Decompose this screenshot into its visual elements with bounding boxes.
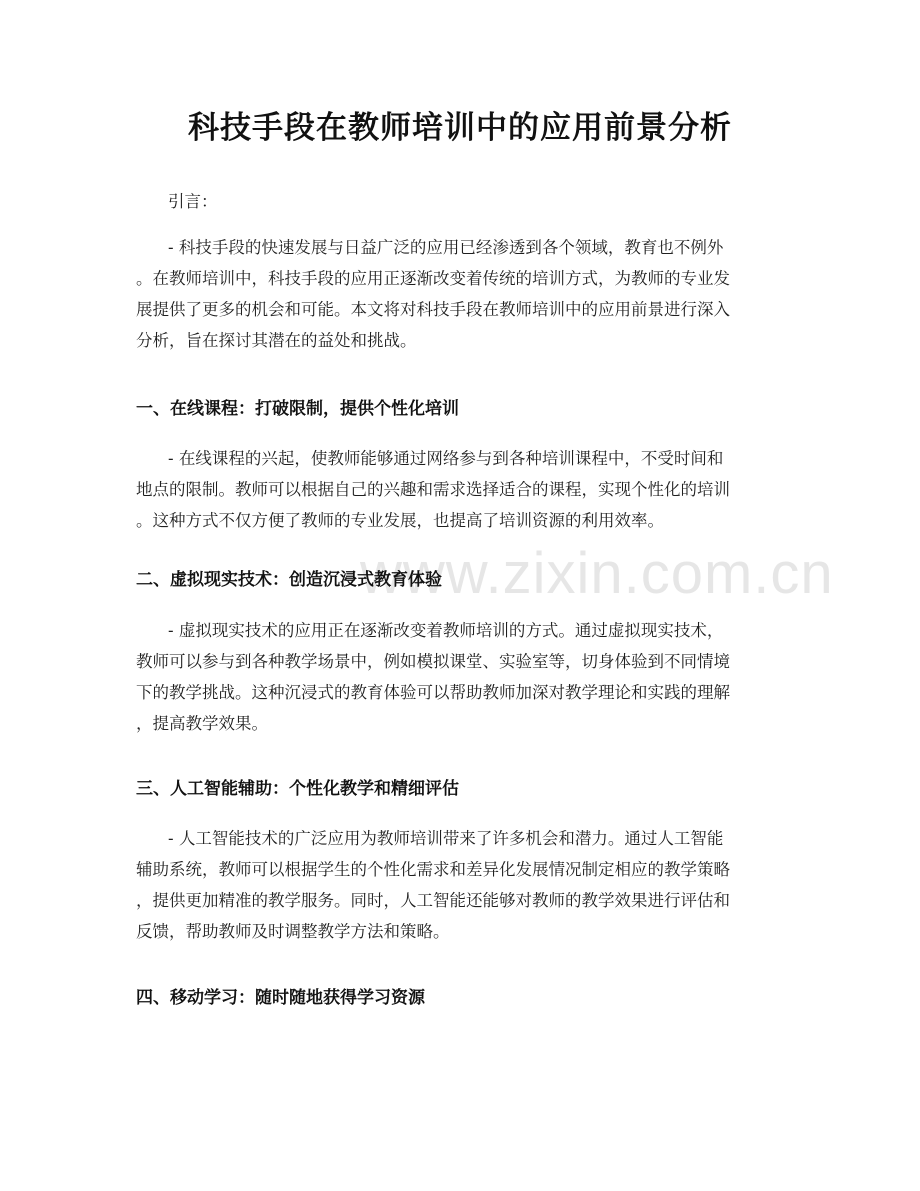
section-heading-2: 二、虚拟现实技术：创造沉浸式教育体验 xyxy=(136,570,442,590)
intro-label: 引言： xyxy=(168,192,218,211)
paragraph-line: ，提供更加精准的教学服务。同时，人工智能还能够对教师的教学效果进行评估和 xyxy=(136,891,730,910)
paragraph-line: - 人工智能技术的广泛应用为教师培训带来了许多机会和潜力。通过人工智能 xyxy=(168,829,724,848)
paragraph-line: 。在教师培训中，科技手段的应用正逐渐改变着传统的培训方式，为教师的专业发 xyxy=(136,269,730,288)
section-heading-4: 四、移动学习：随时随地获得学习资源 xyxy=(136,988,425,1008)
paragraph-line: 分析，旨在探讨其潜在的益处和挑战。 xyxy=(136,331,417,350)
paragraph-line: 教师可以参与到各种教学场景中，例如模拟课堂、实验室等，切身体验到不同情境 xyxy=(136,652,730,671)
page-title: 科技手段在教师培训中的应用前景分析 xyxy=(188,110,732,146)
paragraph-line: 反馈，帮助教师及时调整教学方法和策略。 xyxy=(136,922,450,941)
paragraph-line: 展提供了更多的机会和可能。本文将对科技手段在教师培训中的应用前景进行深入 xyxy=(136,300,730,319)
paragraph-line: - 虚拟现实技术的应用正在逐渐改变着教师培训的方式。通过虚拟现实技术， xyxy=(168,621,724,640)
section-3-paragraph xyxy=(136,823,786,947)
section-2-paragraph xyxy=(136,615,786,739)
section-heading-1: 一、在线课程：打破限制，提供个性化培训 xyxy=(136,399,459,419)
paragraph-line: 下的教学挑战。这种沉浸式的教育体验可以帮助教师加深对教学理论和实践的理解 xyxy=(136,683,730,702)
paragraph-line: 辅助系统，教师可以根据学生的个性化需求和差异化发展情况制定相应的教学策略 xyxy=(136,860,730,879)
section-heading-3: 三、人工智能辅助：个性化教学和精细评估 xyxy=(136,779,459,799)
paragraph-line: 地点的限制。教师可以根据自己的兴趣和需求选择适合的课程，实现个性化的培训 xyxy=(136,480,730,499)
intro-paragraph xyxy=(136,232,786,356)
paragraph-line: - 在线课程的兴起，使教师能够通过网络参与到各种培训课程中，不受时间和 xyxy=(168,449,724,468)
watermark: www.zixin.com.cn xyxy=(360,541,834,606)
section-1-paragraph xyxy=(136,443,786,536)
paragraph-line: - 科技手段的快速发展与日益广泛的应用已经渗透到各个领域，教育也不例外 xyxy=(168,238,724,257)
paragraph-line: ，提高教学效果。 xyxy=(136,714,268,733)
paragraph-line: 。这种方式不仅方便了教师的专业发展，也提高了培训资源的利用效率。 xyxy=(136,511,664,530)
